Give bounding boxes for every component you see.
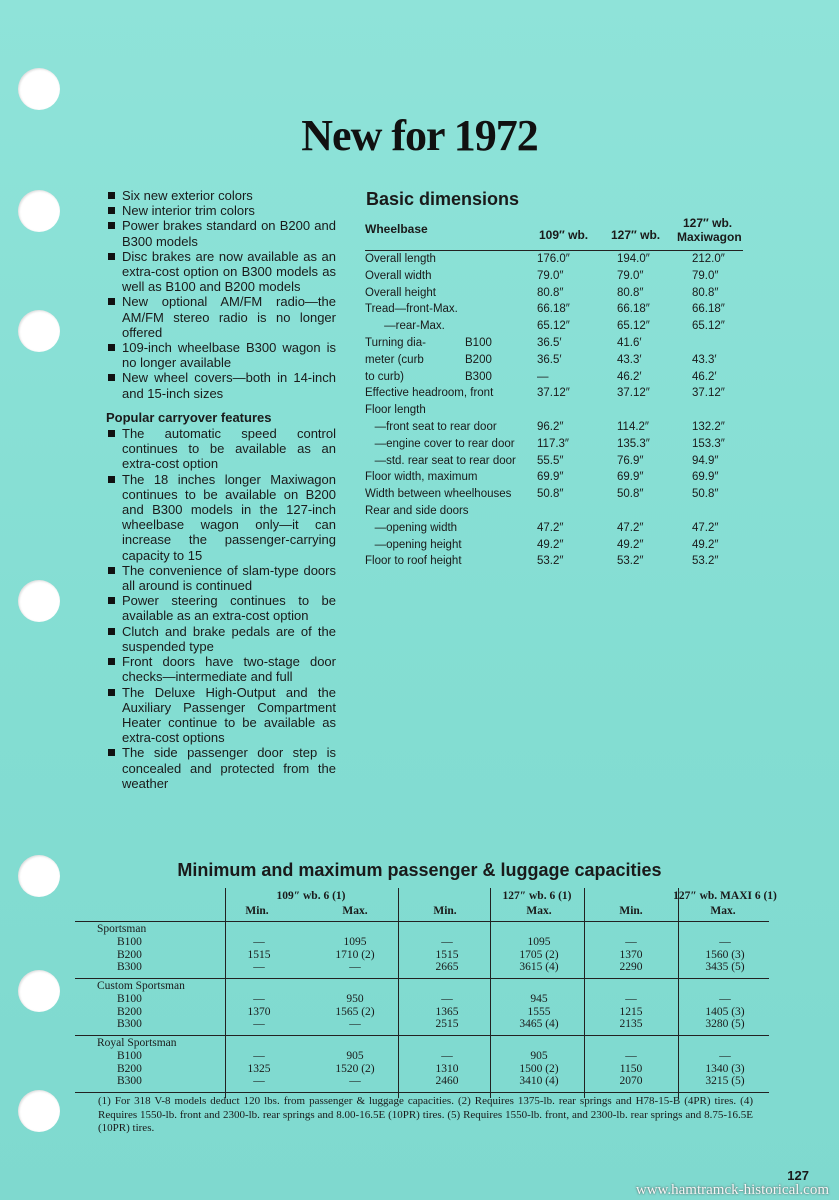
feature-item: New wheel covers—both in 14-inch and 15-inch sizes: [106, 370, 336, 400]
value-127wb: 53.2″: [617, 555, 644, 568]
capacity-value: —: [253, 993, 265, 1005]
features-column: [106, 188, 336, 791]
value-109wb: 69.9″: [537, 471, 564, 484]
col-maxi-header-line1: 127″ wb.: [683, 216, 733, 230]
value-maxiwagon: 50.8″: [692, 488, 719, 501]
value-maxiwagon: 46.2′: [692, 370, 717, 383]
dimension-row: [365, 469, 743, 486]
dimension-model: B300: [465, 370, 492, 383]
capacity-value: 1565 (2): [335, 1005, 375, 1018]
value-109wb: 80.8″: [537, 286, 564, 299]
value-109wb: —: [537, 370, 549, 383]
column-rule: [584, 888, 585, 1098]
dimension-row: [365, 285, 743, 302]
dimension-row: [365, 436, 743, 453]
value-109wb: 50.8″: [537, 488, 564, 501]
value-maxiwagon: 212.0″: [692, 253, 725, 265]
value-127wb: 47.2″: [617, 521, 644, 534]
capacity-value: 1095: [527, 936, 551, 948]
capacity-group-header: 127″ wb. MAXI 6 (1): [673, 890, 777, 902]
capacity-value: 2665: [435, 961, 459, 973]
row-rule: [75, 1035, 769, 1036]
value-109wb: 37.12″: [537, 387, 570, 400]
dimensions-rows: [365, 251, 743, 570]
watermark: www.hamtramck-historical.com: [635, 1182, 829, 1198]
value-maxiwagon: 132.2″: [692, 420, 725, 433]
value-maxiwagon: 53.2″: [692, 555, 719, 568]
value-127wb: 49.2″: [617, 538, 644, 551]
dimension-label: Floor length: [365, 404, 426, 417]
capacities-footnote: (1) For 318 V-8 models deduct 120 lbs. from passenger & luggage capacities. (2) Requires 1375-lb. rear springs and H78-15-B (4PR) tires. (4) Requires 1550-lb. front and 2300-lb. rear springs and 8.00-16.5E (10PR) tires. (5) Requires 1550-lb. front, and 2300-lb. rear springs and 8.75-16.5E (10PR) tires.: [98, 1095, 753, 1134]
value-127wb: 43.3′: [617, 353, 642, 366]
value-maxiwagon: 43.3′: [692, 353, 717, 366]
capacity-value: 3215 (5): [705, 1075, 745, 1087]
capacity-value: 1370: [247, 1005, 271, 1018]
capacity-value: 1500 (2): [519, 1062, 559, 1075]
dimension-row: [365, 352, 743, 369]
value-109wb: 47.2″: [537, 521, 564, 534]
dimension-row: [365, 419, 743, 436]
value-maxiwagon: 37.12″: [692, 387, 725, 400]
capacity-value: —: [349, 1075, 361, 1087]
binder-hole: [18, 190, 60, 232]
value-127wb: 80.8″: [617, 286, 644, 299]
value-109wb: 36.5′: [537, 336, 562, 349]
capacity-group-header: 109″ wb. 6 (1): [276, 890, 346, 902]
value-109wb: 49.2″: [537, 538, 564, 551]
dimension-label: —opening width: [365, 521, 458, 534]
dimension-label: Rear and side doors: [365, 504, 469, 517]
capacity-value: 1555: [527, 1005, 551, 1018]
capacity-value: —: [719, 993, 731, 1005]
max-label: Max.: [710, 905, 736, 917]
dimension-label: Overall width: [365, 269, 432, 282]
capacities-title: Minimum and maximum passenger & luggage capacities: [177, 860, 662, 880]
dimension-row: [365, 301, 743, 318]
value-maxiwagon: 47.2″: [692, 521, 719, 534]
capacity-value: 2135: [619, 1018, 643, 1030]
value-maxiwagon: 49.2″: [692, 538, 719, 551]
carryover-heading: Popular carryover features: [106, 409, 272, 425]
value-109wb: 66.18″: [537, 303, 570, 316]
value-109wb: 36.5′: [537, 353, 562, 366]
dimension-label: to curb): [365, 370, 404, 383]
capacity-value: 1515: [435, 948, 459, 961]
model-group-name: Sportsman: [97, 923, 147, 935]
capacity-value: 1310: [435, 1062, 459, 1075]
capacity-value: 1710 (2): [335, 948, 375, 961]
capacity-value: 1325: [247, 1062, 271, 1075]
capacity-value: —: [441, 936, 453, 948]
page-title: New for 1972: [301, 111, 538, 160]
feature-item: Power steering continues to be available as an extra-cost option: [106, 593, 336, 623]
model-name: B200: [117, 1005, 142, 1018]
dimension-label: Floor width, maximum: [365, 471, 478, 484]
capacity-value: —: [253, 1050, 265, 1062]
model-name: B100: [117, 1050, 142, 1062]
value-109wb: 117.3″: [537, 437, 569, 450]
capacity-value: 905: [530, 1050, 548, 1062]
dimension-label: Width between wheelhouses: [365, 488, 512, 501]
column-rule: [398, 888, 399, 1098]
dimension-row: [365, 268, 743, 285]
binder-hole: [18, 970, 60, 1012]
value-127wb: 65.12″: [617, 320, 650, 333]
value-127wb: 76.9″: [617, 454, 644, 467]
value-109wb: 96.2″: [537, 420, 564, 433]
dimension-model: B100: [465, 336, 492, 349]
dimension-label: Tread—front-Max.: [365, 303, 458, 316]
model-name: B300: [117, 1075, 142, 1087]
value-127wb: 41.6′: [617, 336, 642, 349]
capacity-value: —: [719, 1050, 731, 1062]
feature-item: Disc brakes are now available as an extra-cost option on B300 models as well as B100 and B200 models: [106, 249, 336, 295]
binder-hole: [18, 1090, 60, 1132]
model-group-name: Royal Sportsman: [97, 1037, 177, 1049]
capacity-value: 1515: [247, 948, 271, 961]
capacity-value: 3435 (5): [705, 961, 745, 973]
capacity-value: 1705 (2): [519, 948, 559, 961]
dimensions-header: [365, 218, 743, 251]
dimensions-title: Basic dimensions: [366, 189, 520, 209]
feature-item: The side passenger door step is concealed and protected from the weather: [106, 745, 336, 791]
dimensions-table: [365, 218, 743, 570]
column-rule: [225, 888, 226, 1098]
dimension-label: meter (curb: [365, 353, 424, 366]
capacity-value: —: [625, 1050, 637, 1062]
value-109wb: 65.12″: [537, 320, 570, 333]
dimension-row: [365, 553, 743, 570]
binder-hole: [18, 310, 60, 352]
capacity-value: 1340 (3): [705, 1062, 745, 1075]
column-rule: [678, 888, 679, 1098]
value-maxiwagon: 94.9″: [692, 454, 719, 467]
page-number: 127: [787, 1168, 809, 1183]
dimension-label: Overall length: [365, 253, 436, 265]
capacity-value: 3410 (4): [519, 1075, 559, 1087]
value-127wb: 66.18″: [617, 303, 650, 316]
value-maxiwagon: 153.3″: [692, 437, 725, 450]
dimension-label: —rear-Max.: [365, 320, 445, 333]
capacity-value: —: [253, 1075, 265, 1087]
row-rule: [75, 921, 769, 922]
dimension-row: [365, 369, 743, 386]
model-group-name: Custom Sportsman: [97, 980, 185, 992]
capacity-value: 2290: [619, 961, 643, 973]
capacity-value: 1520 (2): [335, 1062, 375, 1075]
value-109wb: 55.5″: [537, 454, 564, 467]
value-maxiwagon: 69.9″: [692, 471, 719, 484]
model-name: B300: [117, 961, 142, 973]
dimension-label: Floor to roof height: [365, 555, 462, 568]
capacity-value: 1150: [619, 1062, 643, 1075]
feature-item: The automatic speed control continues to be available as an extra-cost option: [106, 426, 336, 472]
dimension-label: —opening height: [365, 538, 462, 551]
capacity-value: —: [253, 936, 265, 948]
dimension-label: Turning dia-: [365, 336, 426, 349]
capacity-value: —: [625, 936, 637, 948]
row-rule: [75, 1092, 769, 1093]
capacity-value: 1405 (3): [705, 1005, 745, 1018]
wheelbase-label: Wheelbase: [365, 222, 428, 236]
binder-hole: [18, 68, 60, 110]
capacity-value: 3615 (4): [519, 961, 559, 973]
dimension-row: [365, 453, 743, 470]
dimension-row: [365, 335, 743, 352]
value-127wb: 37.12″: [617, 387, 650, 400]
value-127wb: 194.0″: [617, 253, 650, 265]
model-name: B100: [117, 936, 142, 948]
capacity-value: 1365: [435, 1005, 459, 1018]
capacities-table: [75, 888, 777, 1098]
capacity-value: 1370: [619, 948, 643, 961]
value-maxiwagon: 80.8″: [692, 286, 719, 299]
column-rule: [490, 888, 491, 1098]
feature-item: Clutch and brake pedals are of the suspended type: [106, 624, 336, 654]
max-label: Max.: [342, 905, 368, 917]
capacity-value: —: [253, 961, 265, 973]
feature-item: New optional AM/FM radio—the AM/FM stereo radio is no longer offered: [106, 294, 336, 340]
dimension-label: —std. rear seat to rear door: [365, 454, 516, 467]
feature-item: 109-inch wheelbase B300 wagon is no longer available: [106, 340, 336, 370]
col-127-header: 127″ wb.: [611, 228, 661, 242]
capacity-value: 945: [530, 993, 548, 1005]
min-label: Min.: [245, 905, 269, 917]
carryover-features-list: [106, 426, 336, 791]
dimension-row: [365, 385, 743, 402]
max-label: Max.: [526, 905, 552, 917]
dimension-model: B200: [465, 353, 492, 366]
feature-item: Front doors have two-stage door checks—intermediate and full: [106, 654, 336, 684]
feature-item: Six new exterior colors: [106, 188, 336, 203]
model-name: B200: [117, 1062, 142, 1075]
dimension-row: [365, 537, 743, 554]
dimension-label: Overall height: [365, 286, 436, 299]
value-maxiwagon: 79.0″: [692, 269, 719, 282]
value-maxiwagon: 66.18″: [692, 303, 725, 316]
value-127wb: 79.0″: [617, 269, 644, 282]
capacity-value: —: [349, 961, 361, 973]
value-109wb: 79.0″: [537, 269, 564, 282]
value-127wb: 50.8″: [617, 488, 644, 501]
capacity-value: 950: [346, 993, 364, 1005]
feature-item: The Deluxe High-Output and the Auxiliary Passenger Compartment Heater continue to be available as extra-cost options: [106, 685, 336, 746]
capacity-group-header: 127″ wb. 6 (1): [502, 890, 572, 902]
dimension-row: [365, 251, 743, 268]
feature-item: The convenience of slam-type doors all around is continued: [106, 563, 336, 593]
value-109wb: 176.0″: [537, 253, 570, 265]
capacity-value: 1560 (3): [705, 948, 745, 961]
value-127wb: 69.9″: [617, 471, 644, 484]
capacity-value: 2070: [619, 1075, 643, 1087]
min-label: Min.: [433, 905, 457, 917]
model-name: B300: [117, 1018, 142, 1030]
dimension-row: [365, 402, 743, 419]
capacity-value: —: [441, 1050, 453, 1062]
value-127wb: 114.2″: [617, 420, 649, 433]
col-109-header: 109″ wb.: [539, 228, 589, 242]
capacity-value: —: [441, 993, 453, 1005]
binder-hole: [18, 580, 60, 622]
capacity-value: 3465 (4): [519, 1018, 559, 1030]
min-label: Min.: [619, 905, 643, 917]
model-name: B200: [117, 948, 142, 961]
feature-item: The 18 inches longer Maxiwagon continues to be available on B200 and B300 models in the 127-inch wheelbase wagon only—it can increase the passenger-carrying capacity to 15: [106, 472, 336, 563]
dimension-row: [365, 486, 743, 503]
col-maxi-header-line2: Maxiwagon: [677, 230, 742, 244]
row-rule: [75, 978, 769, 979]
capacity-value: 2460: [435, 1075, 459, 1087]
capacity-value: —: [253, 1018, 265, 1030]
value-maxiwagon: 65.12″: [692, 320, 725, 333]
capacity-value: —: [625, 993, 637, 1005]
capacity-value: 905: [346, 1050, 364, 1062]
new-features-list: [106, 188, 336, 401]
value-127wb: 135.3″: [617, 437, 650, 450]
dimension-row: [365, 318, 743, 335]
capacity-value: 2515: [435, 1018, 459, 1030]
capacity-value: 1095: [343, 936, 367, 948]
value-127wb: 46.2′: [617, 370, 642, 383]
capacity-value: —: [349, 1018, 361, 1030]
dimension-label: Effective headroom, front: [365, 387, 494, 400]
dimension-label: —front seat to rear door: [365, 420, 497, 433]
feature-item: New interior trim colors: [106, 203, 336, 218]
dimension-row: [365, 520, 743, 537]
value-109wb: 53.2″: [537, 555, 564, 568]
dimension-row: [365, 503, 743, 520]
capacity-value: 3280 (5): [705, 1018, 745, 1030]
feature-item: Power brakes standard on B200 and B300 models: [106, 218, 336, 248]
capacity-value: 1215: [619, 1005, 643, 1018]
capacity-value: —: [719, 936, 731, 948]
model-name: B100: [117, 993, 142, 1005]
dimension-label: —engine cover to rear door: [365, 437, 515, 450]
